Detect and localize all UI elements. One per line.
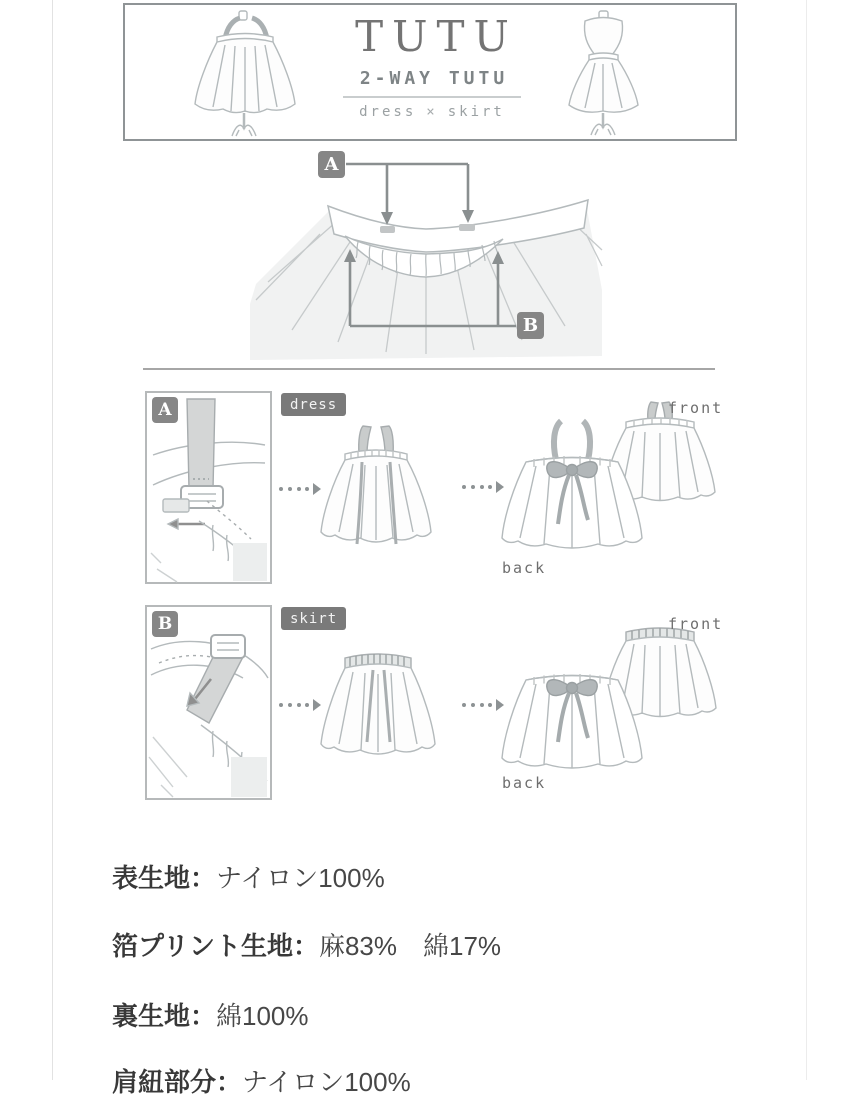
step-b-badge: B — [152, 611, 178, 637]
header-mannequin-illustration-icon — [549, 9, 661, 137]
brand-tagline — [292, 104, 572, 120]
brand-rule — [343, 96, 521, 98]
back-view-label: back — [502, 774, 547, 792]
callout-b-badge: B — [517, 312, 544, 339]
material-value: 麻83% 綿17% — [318, 931, 502, 961]
material-outer-fabric — [112, 858, 385, 895]
material-lining-fabric — [112, 996, 309, 1033]
step-b-detail-box — [145, 605, 272, 800]
back-view-label: back — [502, 559, 547, 577]
material-value: ナイロン100% — [216, 863, 385, 893]
tagline-skirt: skirt — [447, 104, 505, 120]
material-label: 箔プリント生地： — [112, 931, 319, 961]
tagline-dress: dress — [359, 104, 417, 120]
skirt-front-illustration-icon — [317, 648, 437, 778]
material-label: 肩紐部分： — [112, 1067, 243, 1097]
header-dress-illustration-icon — [187, 9, 305, 137]
dotted-arrow-icon — [277, 698, 321, 712]
step-a-badge: A — [152, 397, 178, 423]
front-view-label: front — [668, 615, 724, 633]
callout-a-badge: A — [318, 151, 345, 178]
material-value: 綿100% — [216, 1001, 309, 1031]
skirt-tag: skirt — [281, 607, 346, 630]
material-value: ナイロン100% — [242, 1067, 411, 1097]
brand-header-panel — [123, 3, 737, 141]
skirt-back-front-illustration-icon — [498, 612, 728, 784]
dress-back-front-illustration-icon — [498, 398, 728, 568]
material-label: 表生地： — [112, 863, 217, 893]
material-shoulder-strap — [112, 1062, 411, 1099]
left-page-edge — [52, 0, 53, 1080]
section-divider — [143, 368, 715, 370]
dress-tag: dress — [281, 393, 346, 416]
front-view-label: front — [668, 399, 724, 417]
tagline-x: × — [426, 104, 438, 120]
brand-title: TUTU — [355, 12, 518, 61]
dress-front-illustration-icon — [315, 420, 437, 560]
waistband-callout-diagram — [250, 142, 602, 368]
brand-subtitle: 2-WAY TUTU — [359, 68, 509, 89]
step-a-detail-box — [145, 391, 272, 584]
material-foil-print-fabric — [112, 926, 501, 963]
material-label: 裏生地： — [112, 1001, 217, 1031]
brand-text-block — [292, 5, 572, 139]
right-page-edge — [806, 0, 807, 1080]
